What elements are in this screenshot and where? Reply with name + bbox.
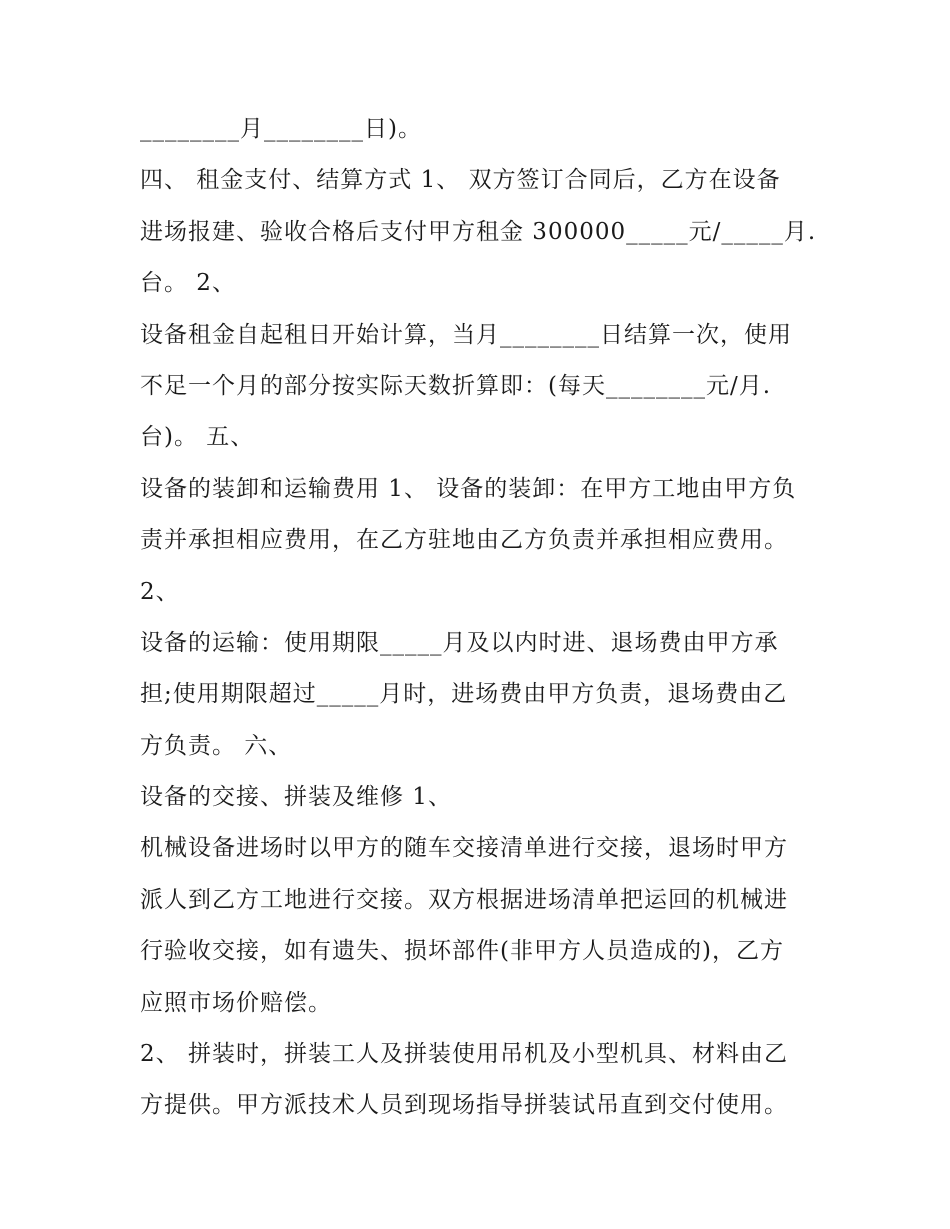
text-line: 设备的装卸和运输费用 1、 设备的装卸：在甲方工地由甲方负 [140,475,797,502]
text-line: 担;使用期限超过_____月时，进场费由甲方负责，退场费由乙 [140,681,788,708]
text-line: 四、 租金支付、结算方式 1、 双方签订合同后，乙方在设备 [140,167,781,194]
text-line: 责并承担相应费用，在乙方驻地由乙方负责并承担相应费用。 [140,527,788,554]
text-line: 2、 [140,578,180,605]
text-line: 不足一个月的部分按实际天数折算即：(每天________元/月. [140,372,772,399]
text-line: 应照市场价赔偿。 [140,989,332,1016]
text-line: 方提供。甲方派技术人员到现场指导拼装试吊直到交付使用。 [140,1092,788,1119]
text-line: 台)。 五、 [140,424,255,451]
contract-text [140,104,820,1132]
text-line: ________月________日)。 [140,116,422,142]
text-line: 设备的运输：使用期限_____月及以内时进、退场费由甲方承 [140,629,779,656]
text-line: 进场报建、验收合格后支付甲方租金 300000_____元/_____月. [140,218,817,245]
text-line: 机械设备进场时以甲方的随车交接清单进行交接，退场时甲方 [140,835,788,862]
text-line: 派人到乙方工地进行交接。双方根据进场清单把运回的机械进 [140,886,788,913]
text-line: 行验收交接，如有遗失、损坏部件(非甲方人员造成的)，乙方 [140,938,784,965]
text-line: 设备的交接、拼装及维修 1、 [140,784,452,811]
text-line: 台。 2、 [140,270,236,297]
text-line: 2、 拼装时，拼装工人及拼装使用吊机及小型机具、材料由乙 [140,1041,788,1068]
text-line: 方负责。 六、 [140,732,293,759]
text-line: 设备租金自起租日开始计算，当月________日结算一次，使用 [140,321,792,348]
